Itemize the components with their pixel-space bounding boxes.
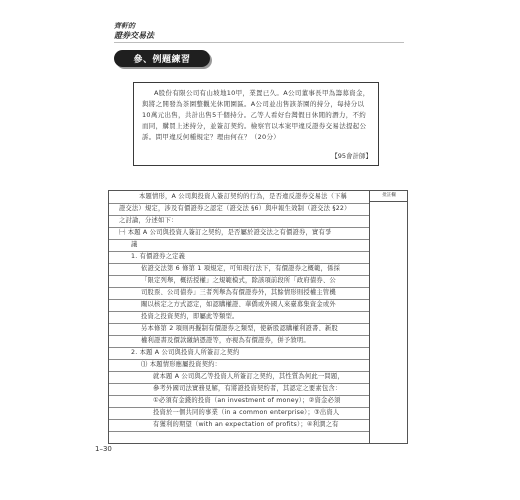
- answer-line: 證交法）規定，涉及有價證券之認定（證交法 §6）與申報生效制（證交法 §22）: [119, 205, 351, 212]
- answer-line: 參考外國司法實務見解，有將證投資契約者，其認定之要素包含：: [153, 385, 342, 392]
- book-header: [114, 21, 154, 41]
- section-badge: [114, 50, 210, 67]
- answer-line: 投資之投資契約，即屬此等類型。: [141, 313, 239, 320]
- answer-line: 之討論，分述如下：: [119, 217, 178, 224]
- question-source: 【95會計師】: [331, 152, 372, 160]
- book-header-author: 齊軒的: [114, 22, 135, 30]
- answer-line: ⑴ 本題情形應屬投資契約：: [141, 361, 222, 368]
- answer-line: 2. 本題 A 公司與投資人所簽訂之契約: [131, 349, 240, 356]
- answer-line: 1. 有價證券之定義: [131, 253, 186, 260]
- answer-line: 本題情形，A 公司與投資人簽訂契約的行為，是否違反證券交易法（下稱: [139, 193, 348, 200]
- answer-line: 另本條第 2 項則再擬制有價證券之類型，使新股認購權利證書、新股: [141, 325, 339, 332]
- answer-line: 權利證書及價款繳納憑證等，亦視為有價證券，併予敘明。: [141, 337, 310, 344]
- answer-line: 司股票、公司債券」三者列舉為有價證券外，其餘情形則授權主管機: [141, 289, 336, 296]
- answer-line: 就本題 A 公司與乙等投資人所簽訂之契約，其性質為何此一問題，: [153, 373, 344, 380]
- answer-line: 關以核定之方式認定，如認購權證、華僑或外國人來臺募集資金或外: [141, 301, 336, 308]
- section-badge-label: 參、例題練習: [133, 55, 191, 65]
- page-number: 1–30: [95, 445, 112, 453]
- answer-line: 議: [131, 241, 138, 248]
- question-text: A股份有限公司有山坡地10甲，業置已久。A公司董事長甲為籌募資金，與將之開發為茶園整觀光休閒園區。A公司並出售該茶園的持分，每持分以10萬元出售，共計出售5千個持分。乙等人看好台灣假日休閒的潛力，不約而同，購買上述持分，並簽訂契約。檢察官以本案甲違反證券交易法提起公訴。問甲違反何種規定？理由何在？（20分）: [142, 89, 370, 141]
- note-column: [369, 191, 408, 443]
- answer-line: 投資於一個共同的事業（in a common enterprise）；③出資人: [153, 409, 340, 416]
- answer-line: 有獲利的期望（with an expectation of profits）；④利潤之有: [153, 421, 339, 428]
- answer-line: ①必須有金錢的投資（an investment of money）；②資金必須: [153, 397, 341, 404]
- question-box: [133, 82, 379, 166]
- answer-rule: [109, 239, 369, 240]
- header-divider: [114, 42, 404, 43]
- note-column-header: 批註欄: [370, 191, 408, 202]
- answer-line: ㈠ 本題 A 公司與投資人簽訂之契約，是否屬於證交法之有價證券，實有爭: [119, 229, 332, 236]
- answer-column: [109, 191, 369, 443]
- answer-line: 依證交法第 6 條第 1 項規定，可知現行法下，有價證券之概範，係採: [141, 265, 341, 272]
- answer-table: [108, 190, 408, 444]
- answer-line: 「限定列舉，概括授權」之規範模式，除該項前段所「政府債券、公: [141, 277, 336, 284]
- book-header-title: 證券交易法: [114, 31, 154, 40]
- answer-rule: [109, 431, 369, 432]
